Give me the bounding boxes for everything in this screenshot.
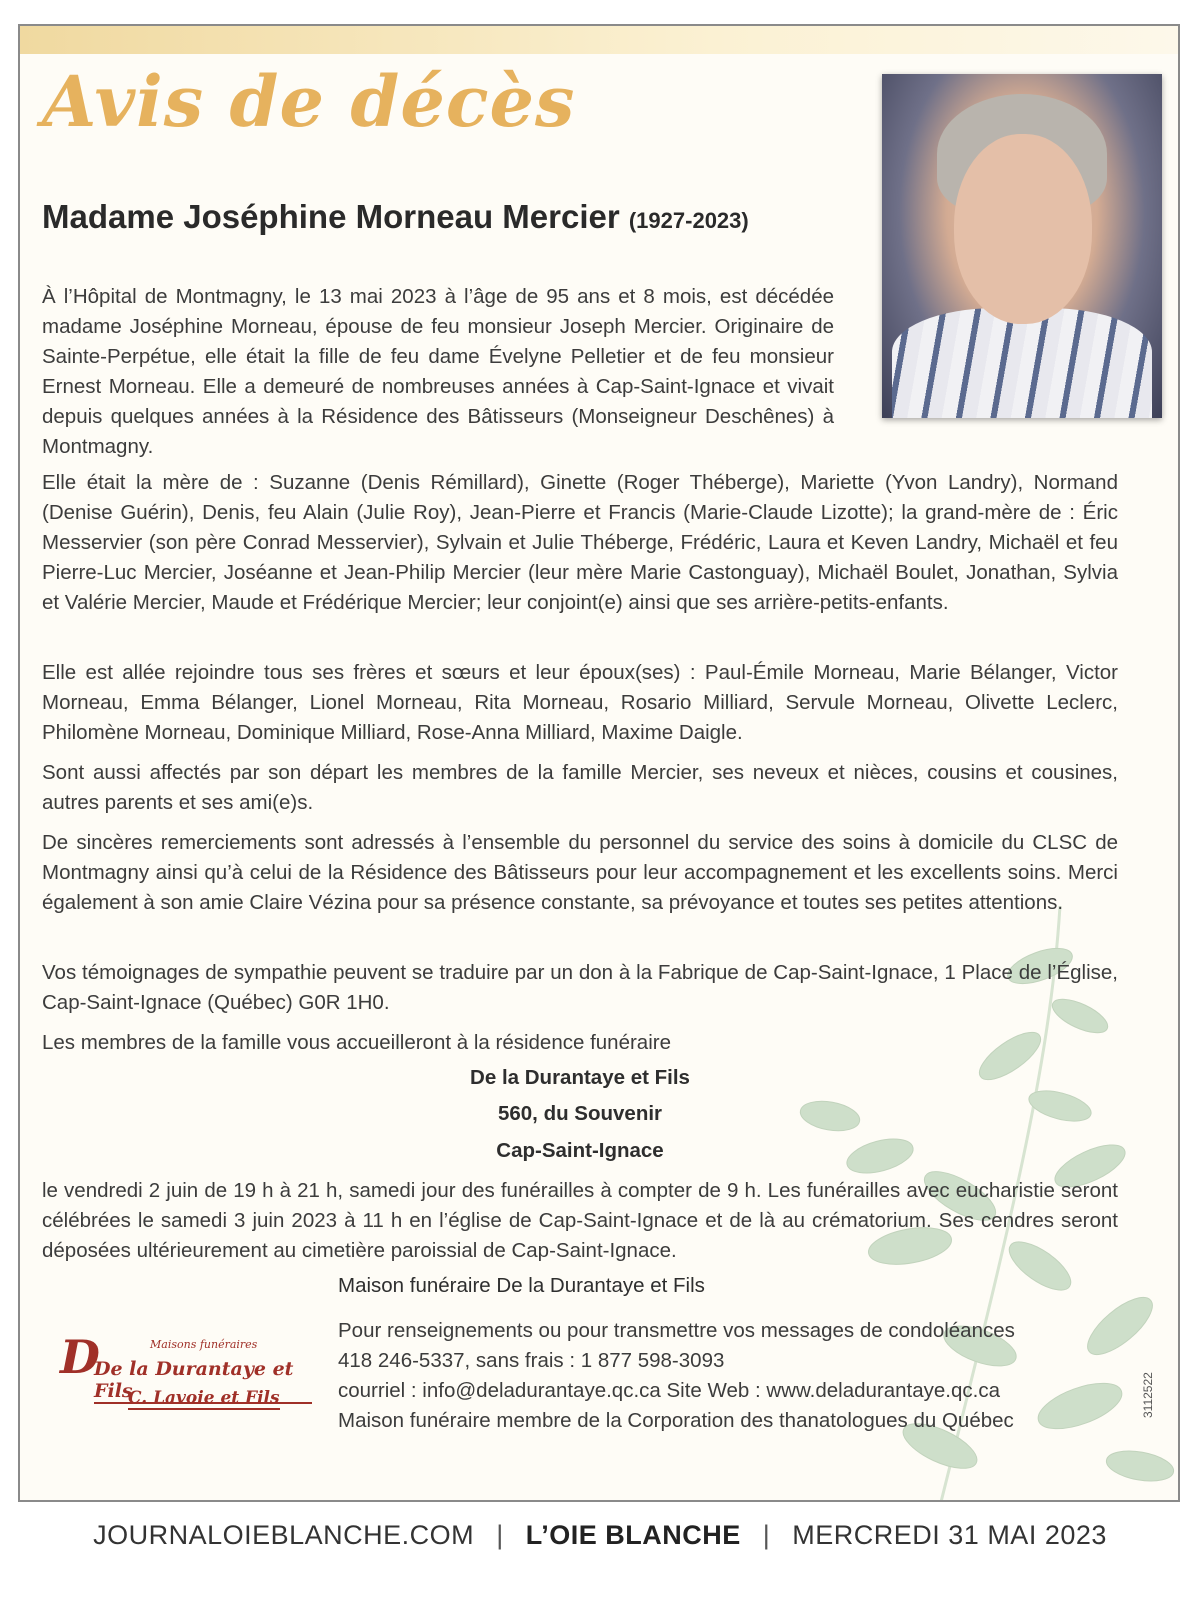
footer-brand: L’OIE BLANCHE — [525, 1520, 741, 1550]
photo-shirt — [892, 308, 1152, 418]
deceased-full-name: Madame Joséphine Morneau Mercier — [42, 198, 620, 235]
logo-mark: D — [60, 1330, 100, 1384]
newspaper-footer — [0, 1520, 1200, 1551]
venue-city: Cap-Saint-Ignace — [496, 1139, 664, 1162]
obituary-notice — [18, 24, 1180, 1502]
logo-line-2: De la Durantaye et Fils — [94, 1358, 312, 1404]
venue-address: 560, du Souvenir — [497, 1102, 663, 1125]
paragraph-affected: Sont aussi affectés par son départ les membres de la famille Mercier, ses neveux et nièces, cousins et cousines, autres parents et ses ami(e)s. — [42, 761, 1118, 814]
paragraph-family: Elle était la mère de : Suzanne (Denis Rémillard), Ginette (Roger Théberge), Mariette (Yvon Landry), Normand (Denise Guérin), Denis, feu Alain (Julie Roy), Jean-Pierre et Francis (Marie-Claude Lizotte); la grand-mère de : Éric Messervier (son père Conrad Messervier), Sylvain et Julie Théberge, Frédéric, Laura et Keven Landry, Michaël et feu Pierre-Luc Mercier, Joséanne et Jean-Philip Mercier (leur mère Marie Castonguay), Michaël Boulet, Jonathan, Sylvia et Valérie Mercier, Maude et Frédérique Mercier; leur conjoint(e) ainsi que ses arrière-petits-enfants. — [42, 471, 1118, 614]
ad-reference-number: 3112522 — [1141, 1372, 1155, 1418]
logo-line-1: Maisons funéraires — [150, 1338, 258, 1351]
paragraph-siblings: Elle est allée rejoindre tous ses frères et sœurs et leur époux(ses) : Paul-Émile Morneau, Marie Bélanger, Victor Morneau, Emma Bélanger, Lionel Morneau, Rita Morneau, Rosario Milliard, Servule Morneau, Olivette Leclerc, Philomène Morneau, Dominique Milliard, Rose-Anna Milliard, Maxime Daigle. — [42, 661, 1118, 744]
portrait-photo — [882, 74, 1162, 418]
venue-name: De la Durantaye et Fils — [470, 1066, 690, 1089]
paragraph-donation: Vos témoignages de sympathie peuvent se traduire par un don à la Fabrique de Cap-Saint-Ignace, 1 Place de l’Église, Cap-Saint-Ignace (Québec) G0R 1H0. — [42, 961, 1118, 1014]
top-banner — [20, 26, 1178, 54]
funeral-home-name: Maison funéraire De la Durantaye et Fils — [338, 1274, 705, 1297]
photo-face — [954, 134, 1092, 324]
paragraph-visitation: Les membres de la famille vous accueilleront à la résidence funéraire — [42, 1031, 671, 1054]
contact-phone: 418 246-5337, sans frais : 1 877 598-3093 — [338, 1349, 725, 1372]
paragraph-death: À l’Hôpital de Montmagny, le 13 mai 2023 à l’âge de 95 ans et 8 mois, est décédée madame Joséphine Morneau, épouse de feu monsieur Joseph Mercier. Originaire de Sainte-Perpétue, elle était la fille de feu dame Évelyne Pelletier et de feu monsieur Ernest Morneau. Elle a demeuré de nombreuses années à Cap-Saint-Ignace et vivait depuis quelques années à la Résidence des Bâtisseurs (Monseigneur Deschênes) à Montmagny. — [42, 285, 834, 458]
logo-line-3: C. Lavoie et Fils — [128, 1388, 280, 1408]
footer-separator: | — [762, 1520, 771, 1550]
footer-separator: | — [496, 1520, 504, 1550]
notice-heading: Avis de décès — [42, 60, 576, 143]
footer-site: JOURNALOIEBLANCHE.COM — [93, 1520, 475, 1550]
paragraph-thanks: De sincères remerciements sont adressés à l’ensemble du personnel du service des soins à domicile du CLSC de Montmagny ainsi qu’à celui de la Résidence des Bâtisseurs pour leur accompagnement et les excellents soins. Merci également à son amie Claire Vézina pour sa présence constante, sa prévoyance et toutes ses petites attentions. — [42, 831, 1118, 914]
contact-block — [338, 1316, 1015, 1436]
paragraph-funeral: le vendredi 2 juin de 19 h à 21 h, samedi jour des funérailles à compter de 9 h. Les funérailles avec eucharistie seront célébrées le samedi 3 juin 2023 à 11 h en l’église de Cap-Saint-Ignace et de là au crématorium. Ses cendres seront déposées ultérieurement au cimetière paroissial de Cap-Saint-Ignace. — [42, 1179, 1118, 1262]
deceased-name — [42, 198, 749, 236]
footer-date: MERCREDI 31 MAI 2023 — [792, 1520, 1107, 1550]
contact-email-web: courriel : info@deladurantaye.qc.ca Site Web : www.deladurantaye.qc.ca — [338, 1379, 1000, 1402]
contact-intro: Pour renseignements ou pour transmettre vos messages de condoléances — [338, 1319, 1015, 1342]
funeral-home-logo — [42, 1326, 312, 1416]
contact-membership: Maison funéraire membre de la Corporation des thanatologues du Québec — [338, 1409, 1014, 1432]
deceased-years: (1927-2023) — [628, 208, 749, 233]
